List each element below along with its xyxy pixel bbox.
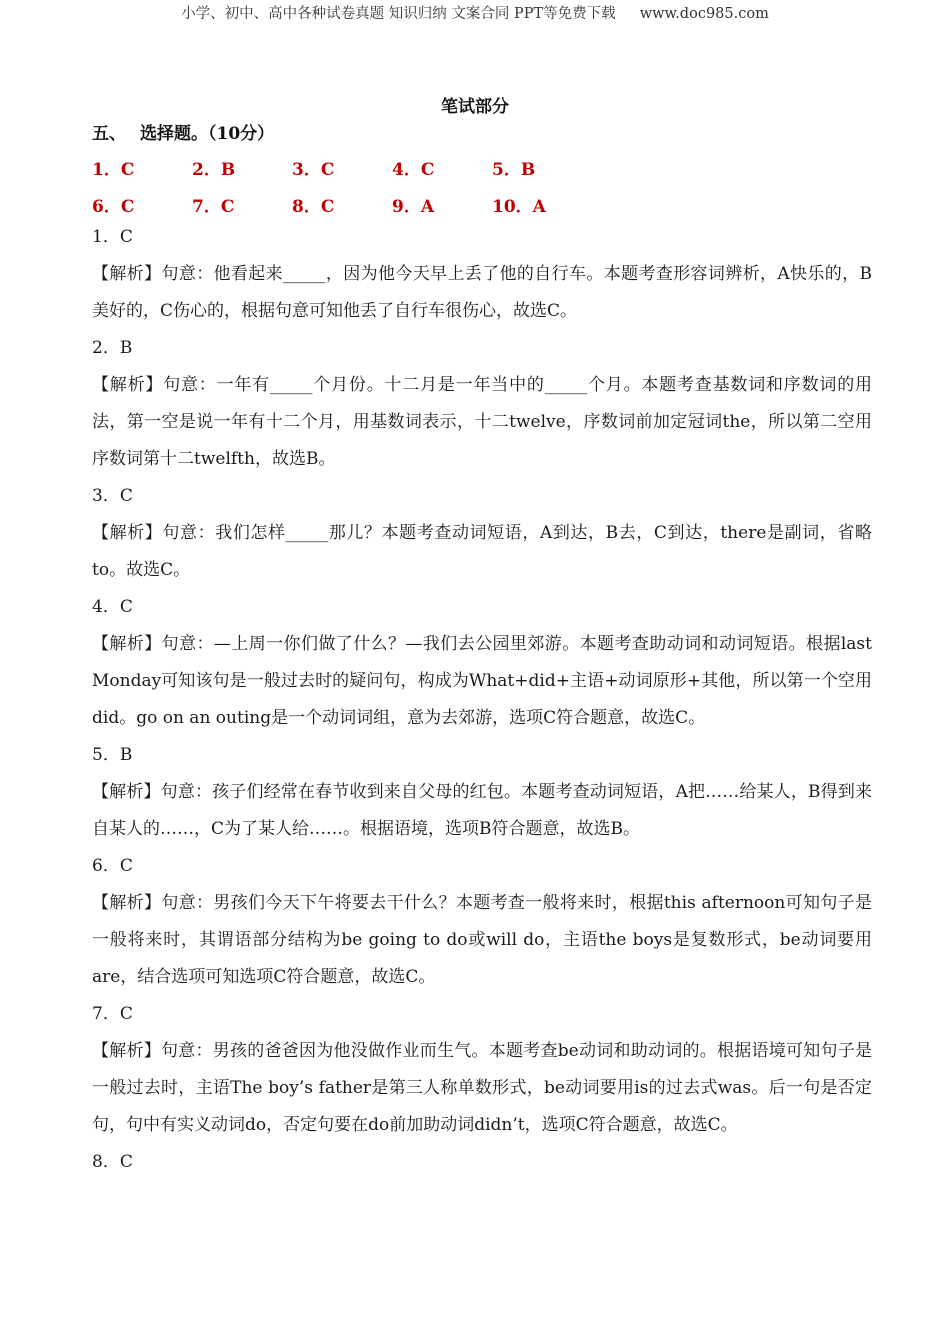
answer-key-item: 9．A	[392, 197, 435, 217]
explanation-text: 【解析】句意：—上周一你们做了什么？—我们去公园里郊游。本题考查助动词和动词短语。根据last Monday可知该句是一般过去时的疑问句，构成为What+did+主语+动词原形+其他，所以第一个空用did。go on an outing是一个动词词组，意为去郊游，选项C符合题意，故选C。	[92, 634, 872, 728]
explanation-text: 【解析】句意：男孩的爸爸因为他没做作业而生气。本题考查be动词和助动词的。根据语境可知句子是一般过去时，主语The boy’s father是第三人称单数形式，be动词要用is的过去式was。后一句是否定句，句中有实义动词do，否定句要在do前加助动词didn’t，选项C符合题意，故选C。	[92, 1041, 872, 1135]
answer-key-item: 10．A	[492, 197, 546, 217]
explanations	[92, 219, 872, 1181]
explanation-number: 6．C	[92, 856, 133, 876]
section-label: 选择题。（10分）	[140, 124, 275, 144]
explanation-text: 【解析】句意：孩子们经常在春节收到来自父母的红包。本题考查动词短语，A把……给某人，B得到来自某人的……，C为了某人给……。根据语境，选项B符合题意，故选B。	[92, 782, 872, 839]
page-header	[0, 2, 950, 23]
header-site-link[interactable]: www.doc985.com	[639, 6, 769, 22]
answer-key-item: 5．B	[492, 160, 536, 180]
answer-key-item: 3．C	[292, 160, 335, 180]
explanation-text: 【解析】句意：他看起来_____，因为他今天早上丢了他的自行车。本题考查形容词辨析，A快乐的，B美好的，C伤心的，根据句意可知他丢了自行车很伤心，故选C。	[92, 264, 872, 321]
answer-key-item: 7．C	[192, 197, 235, 217]
section-heading	[92, 119, 274, 144]
explanation-text: 【解析】句意：我们怎样_____那儿？本题考查动词短语，A到达，B去，C到达，there是副词，省略to。故选C。	[92, 523, 872, 580]
explanation-number: 8．C	[92, 1152, 133, 1172]
explanation-number: 7．C	[92, 1004, 133, 1024]
explanation-text: 【解析】句意：一年有_____个月份。十二月是一年当中的_____个月。本题考查基数词和序数词的用法，第一空是说一年有十二个月，用基数词表示，十二twelve，序数词前加定冠词the，所以第二空用序数词第十二twelfth，故选B。	[92, 375, 872, 469]
header-text: 小学、初中、高中各种试卷真题 知识归纳 文案合同 PPT等免费下载	[181, 6, 616, 22]
section-number: 五、	[92, 124, 126, 144]
answer-key-item: 1．C	[92, 160, 135, 180]
answer-key-item: 8．C	[292, 197, 335, 217]
explanation-number: 4．C	[92, 597, 133, 617]
explanation-number: 5．B	[92, 745, 133, 765]
explanation-number: 3．C	[92, 486, 133, 506]
explanation-text: 【解析】句意：男孩们今天下午将要去干什么？本题考查一般将来时，根据this afternoon可知句子是一般将来时，其谓语部分结构为be going to do或will do，主语the boys是复数形式，be动词要用are，结合选项可知选项C符合题意，故选C。	[92, 893, 872, 987]
answer-key-item: 6．C	[92, 197, 135, 217]
answer-key-item: 2．B	[192, 160, 236, 180]
answer-key-item: 4．C	[392, 160, 435, 180]
page-title: 笔试部分	[441, 97, 509, 117]
explanation-number: 1．C	[92, 227, 133, 247]
answer-key-row-1	[92, 155, 592, 180]
answer-key-row-2	[92, 192, 592, 217]
explanation-number: 2．B	[92, 338, 133, 358]
